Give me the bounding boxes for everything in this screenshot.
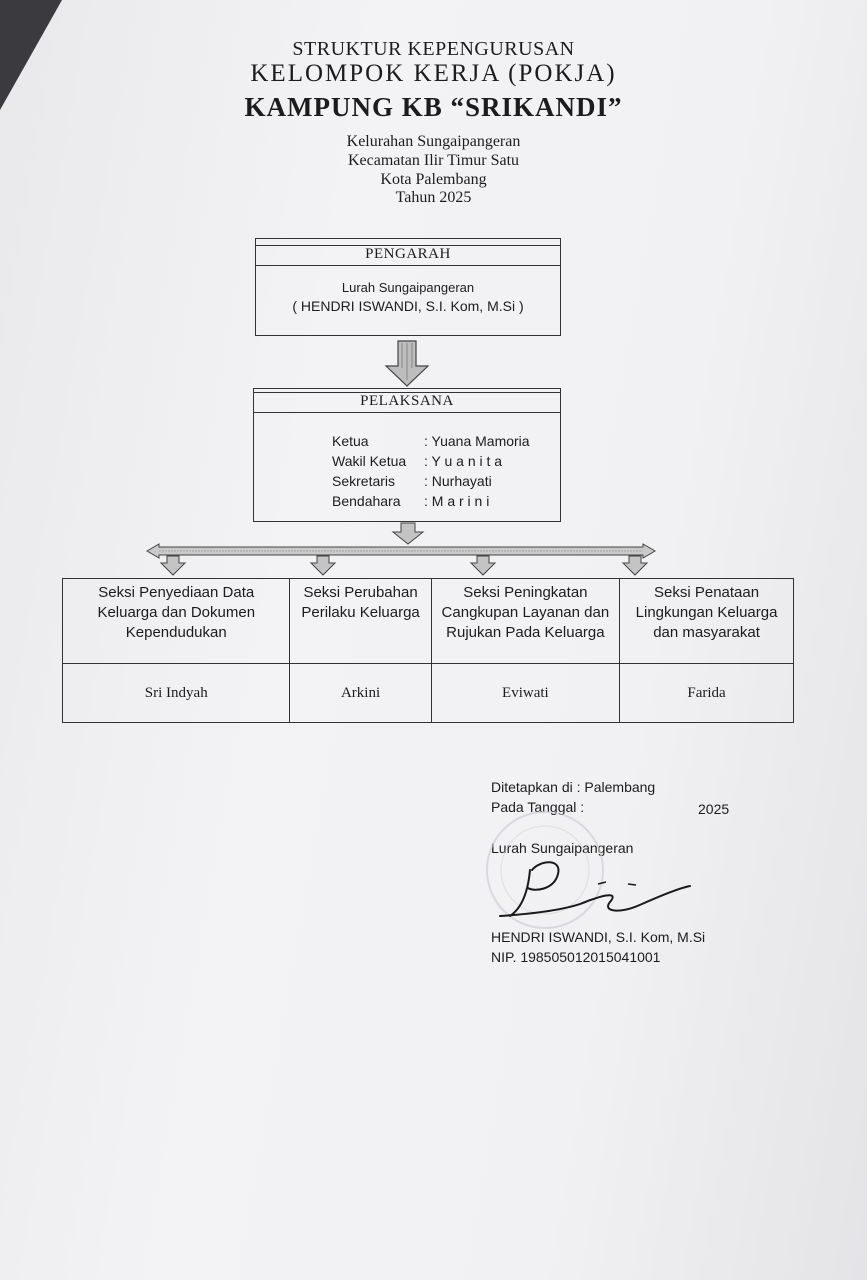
seksi-name-cell: Eviwati — [431, 664, 619, 723]
tahun-text: Tahun 2025 — [395, 189, 472, 206]
tanggal-label: Pada Tanggal : — [491, 799, 585, 815]
arrow-down-icon — [384, 340, 430, 388]
seksi-title-row — [63, 579, 794, 664]
pelaksana-value-wakil: : Y u a n i t a — [424, 453, 503, 469]
seksi-title-line: Seksi Penataan — [654, 584, 760, 601]
seksi-title-line: Seksi Perubahan — [303, 584, 418, 601]
pengarah-name: ( HENDRI ISWANDI, S.I. Kom, M.Si ) — [292, 298, 524, 314]
pengarah-box — [255, 238, 561, 336]
seksi-name-cell: Sri Indyah — [63, 664, 290, 723]
kota-text: Kota Palembang — [380, 171, 487, 188]
seksi-title-cell — [63, 579, 290, 664]
seksi-title-line: dan masyarakat — [653, 624, 760, 641]
seksi-table — [62, 578, 794, 723]
pelaksana-value-bendahara: : M a r i n i — [424, 493, 490, 509]
doc-title-line1: STRUKTUR KEPENGURUSAN — [292, 38, 575, 60]
seksi-title-line: Keluarga dan Dokumen — [97, 604, 256, 621]
pelaksana-label-wakil: Wakil Ketua — [332, 453, 407, 469]
seksi-name-cell: Arkini — [290, 664, 431, 723]
pengarah-role: Lurah Sungaipangeran — [341, 280, 475, 295]
distribution-arrows-icon — [145, 522, 657, 578]
jabatan-text: Lurah Sungaipangeran — [491, 840, 634, 856]
seksi-title-line: Cangkupan Layanan dan — [441, 604, 610, 621]
pelaksana-label-ketua: Ketua — [332, 433, 369, 449]
seksi-title-line: Seksi Peningkatan — [463, 584, 588, 601]
doc-title-line3: KAMPUNG KB “SRIKANDI” — [244, 92, 623, 122]
pengarah-title: PENGARAH — [256, 245, 560, 266]
doc-title-line2: KELOMPOK KERJA (POKJA) — [250, 60, 617, 87]
seksi-title-line: Seksi Penyediaan Data — [98, 584, 255, 601]
seksi-title-cell — [431, 579, 619, 664]
pelaksana-value-sekretaris: : Nurhayati — [424, 473, 492, 489]
seksi-title-line: Rujukan Pada Keluarga — [446, 624, 605, 641]
ditetapkan-text: Ditetapkan di : Palembang — [491, 779, 656, 795]
pelaksana-box — [253, 388, 561, 522]
pelaksana-label-bendahara: Bendahara — [332, 493, 401, 509]
tanggal-year: 2025 — [698, 801, 730, 817]
signatory-name: HENDRI ISWANDI, S.I. Kom, M.Si — [491, 929, 706, 945]
seksi-title-cell — [620, 579, 794, 664]
signature-stamp-icon — [470, 800, 700, 930]
seksi-title-line: Kependudukan — [125, 624, 227, 641]
signatory-nip: NIP. 198505012015041001 — [491, 949, 661, 965]
seksi-title-line: Lingkungan Keluarga — [635, 604, 778, 621]
seksi-title-line: Perilaku Keluarga — [301, 604, 420, 621]
pelaksana-label-sekretaris: Sekretaris — [332, 473, 396, 489]
pelaksana-value-ketua: : Yuana Mamoria — [424, 433, 530, 449]
pelaksana-title: PELAKSANA — [254, 392, 560, 413]
kecamatan-text: Kecamatan Ilir Timur Satu — [347, 152, 520, 169]
seksi-name-row — [63, 664, 794, 723]
seksi-title-cell — [290, 579, 431, 664]
seksi-name-cell: Farida — [620, 664, 794, 723]
kelurahan-text: Kelurahan Sungaipangeran — [346, 133, 521, 150]
